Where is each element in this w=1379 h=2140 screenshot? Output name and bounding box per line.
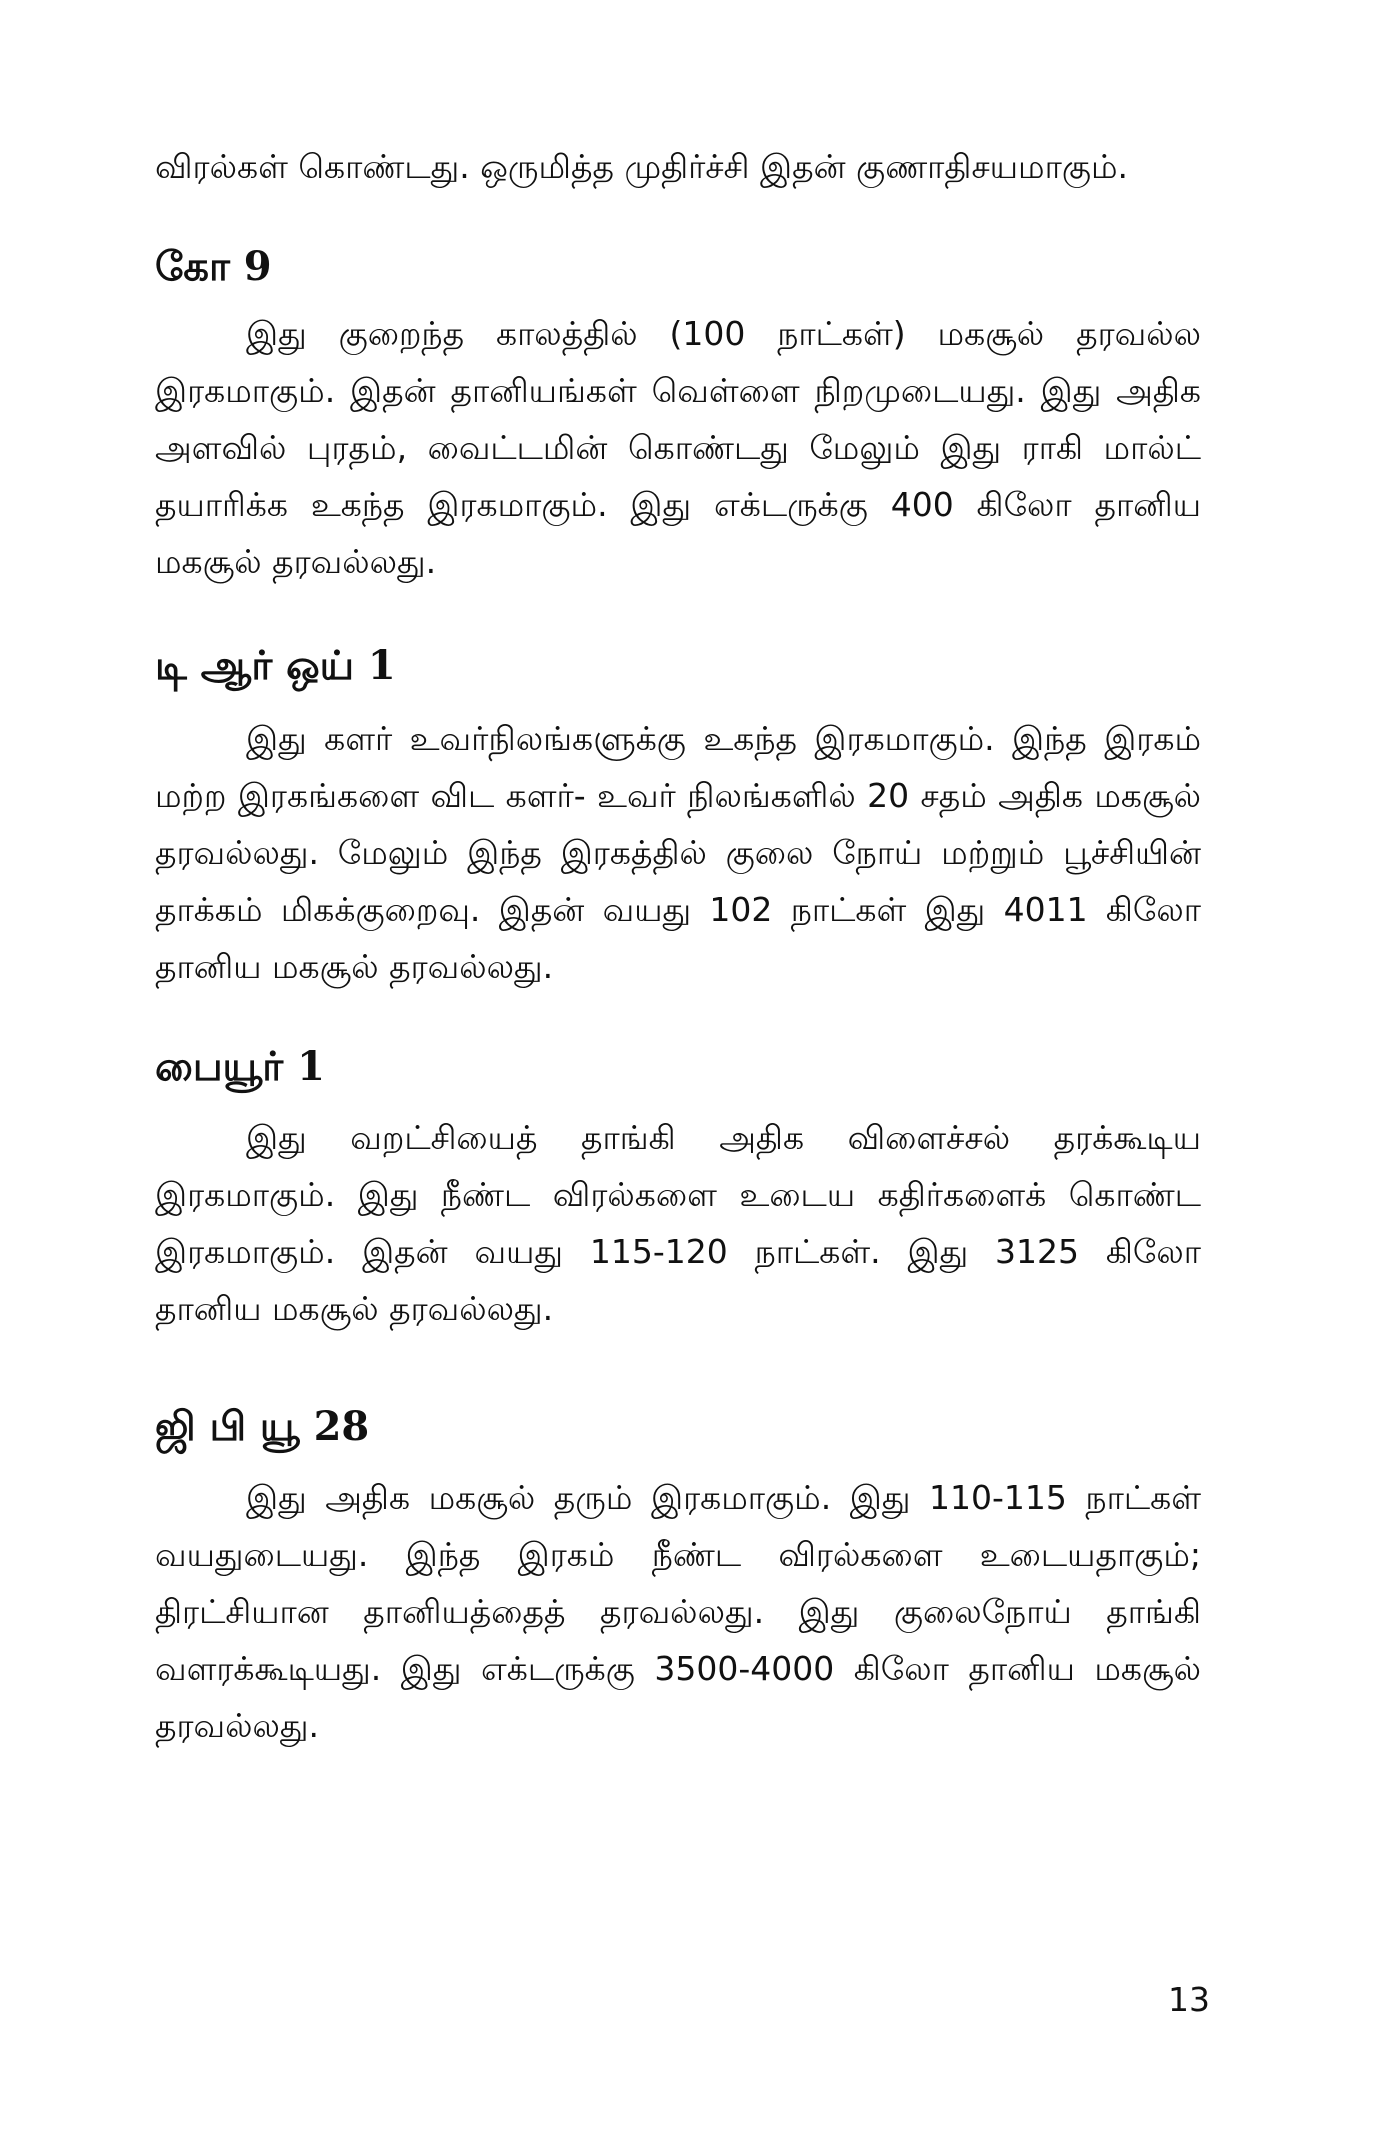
page-number: 13	[1168, 1980, 1210, 2019]
section-paragraph-gpu-28: இது அதிக மகசூல் தரும் இரகமாகும். இது 110-115 நாட்கள் வயதுடையது. இந்த இரகம் நீண்ட விரல்களை உடையதாகும்; திரட்சியான தானியத்தைத் தரவல்லது. இது குலைநோய் தாங்கி வளரக்கூடியது. இது எக்டருக்கு 3500-4000 கிலோ தானிய மகசூல் தரவல்லது.	[155, 1478, 1201, 1745]
intro-paragraph: விரல்கள் கொண்டது. ஒருமித்த முதிர்ச்சி இதன் குணாதிசயமாகும்.	[155, 147, 1129, 186]
section-heading-paiyur-1: பையூர் 1	[155, 1043, 325, 1090]
section-paragraph-paiyur-1: இது வறட்சியைத் தாங்கி அதிக விளைச்சல் தரக்கூடிய இரகமாகும். இது நீண்ட விரல்களை உடைய கதிர்களைக் கொண்ட இரகமாகும். இதன் வயது 115-120 நாட்கள். இது 3125 கிலோ தானிய மகசூல் தரவல்லது.	[155, 1118, 1201, 1328]
section-paragraph-ko-9: இது குறைந்த காலத்தில் (100 நாட்கள்) மகசூல் தரவல்ல இரகமாகும். இதன் தானியங்கள் வெள்ளை நிறமுடையது. இது அதிக அளவில் புரதம், வைட்டமின் கொண்டது மேலும் இது ராகி மால்ட் தயாரிக்க உகந்த இரகமாகும். இது எக்டருக்கு 400 கிலோ தானிய மகசூல் தரவல்லது.	[155, 314, 1201, 581]
section-heading-gpu-28: ஜி பி யூ 28	[155, 1403, 370, 1450]
section-paragraph-try-1: இது களர் உவர்நிலங்களுக்கு உகந்த இரகமாகும். இந்த இரகம் மற்ற இரகங்களை விட களர்- உவர் நிலங்களில் 20 சதம் அதிக மகசூல் தரவல்லது. மேலும் இந்த இரகத்தில் குலை நோய் மற்றும் பூச்சியின் தாக்கம் மிகக்குறைவு. இதன் வயது 102 நாட்கள் இது 4011 கிலோ தானிய மகசூல் தரவல்லது.	[155, 719, 1201, 986]
section-heading-try-1: டி ஆர் ஒய் 1	[155, 642, 396, 689]
section-heading-ko-9: கோ 9	[155, 243, 272, 290]
page-content	[155, 138, 1201, 1754]
